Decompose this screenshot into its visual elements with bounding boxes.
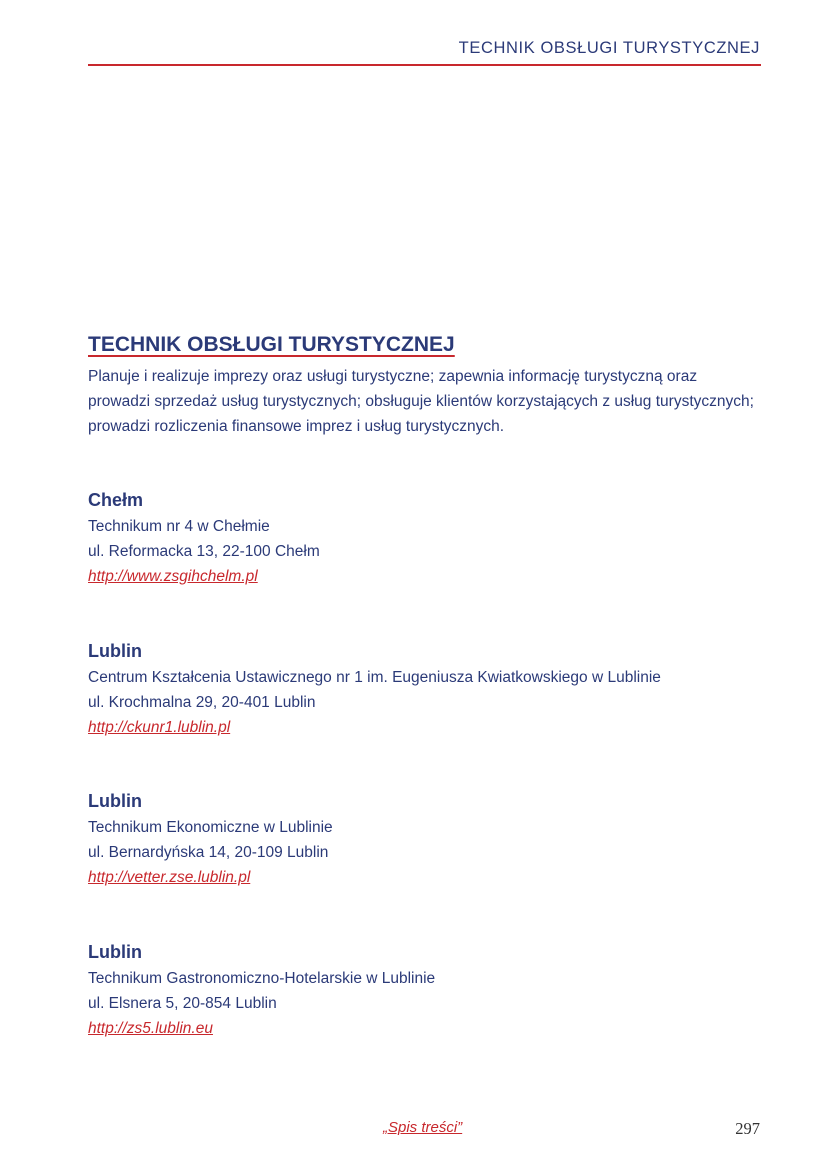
school-address: ul. Bernardyńska 14, 20-109 Lublin	[88, 844, 329, 861]
school-city: Lublin	[88, 641, 142, 661]
page-number: 297	[735, 1119, 760, 1138]
school-city: Chełm	[88, 490, 144, 510]
header-divider	[88, 64, 761, 66]
school-entry-2	[88, 639, 661, 740]
school-website-link[interactable]: http://zs5.lublin.eu	[88, 1020, 213, 1037]
school-address: ul. Reformacka 13, 22-100 Chełm	[88, 543, 320, 560]
running-header-title: TECHNIK OBSŁUGI TURYSTYCZNEJ	[458, 39, 760, 57]
school-name: Technikum nr 4 w Chełmie	[88, 518, 270, 535]
school-city: Lublin	[88, 791, 142, 811]
school-entry-4	[88, 940, 435, 1041]
school-entry-3	[88, 789, 333, 890]
school-address: ul. Elsnera 5, 20-854 Lublin	[88, 995, 277, 1012]
school-website-link[interactable]: http://www.zsgihchelm.pl	[88, 568, 258, 585]
school-name: Technikum Ekonomiczne w Lublinie	[88, 819, 333, 836]
school-website-link[interactable]: http://ckunr1.lublin.pl	[88, 719, 231, 736]
school-address: ul. Krochmalna 29, 20-401 Lublin	[88, 694, 316, 711]
school-website-link[interactable]: http://vetter.zse.lublin.pl	[88, 869, 251, 886]
school-name: Technikum Gastronomiczno-Hotelarskie w Lublinie	[88, 970, 436, 987]
section-title: TECHNIK OBSŁUGI TURYSTYCZNEJ	[88, 333, 455, 356]
school-city: Lublin	[88, 942, 142, 962]
school-name: Centrum Kształcenia Ustawicznego nr 1 im. Eugeniusza Kwiatkowskiego w Lublinie	[88, 669, 661, 686]
table-of-contents-link[interactable]: „Spis treści”	[383, 1119, 463, 1136]
section-description: Planuje i realizuje imprezy oraz usługi turystyczne; zapewnia informację turystyczną oraz prowadzi sprzedaż usług turystycznych; obsługuje klientów korzystających z usług turystycznych; prowadzi rozliczenia finansowe imprez i usług turystycznych.	[88, 368, 754, 435]
school-entry-1	[88, 488, 320, 589]
